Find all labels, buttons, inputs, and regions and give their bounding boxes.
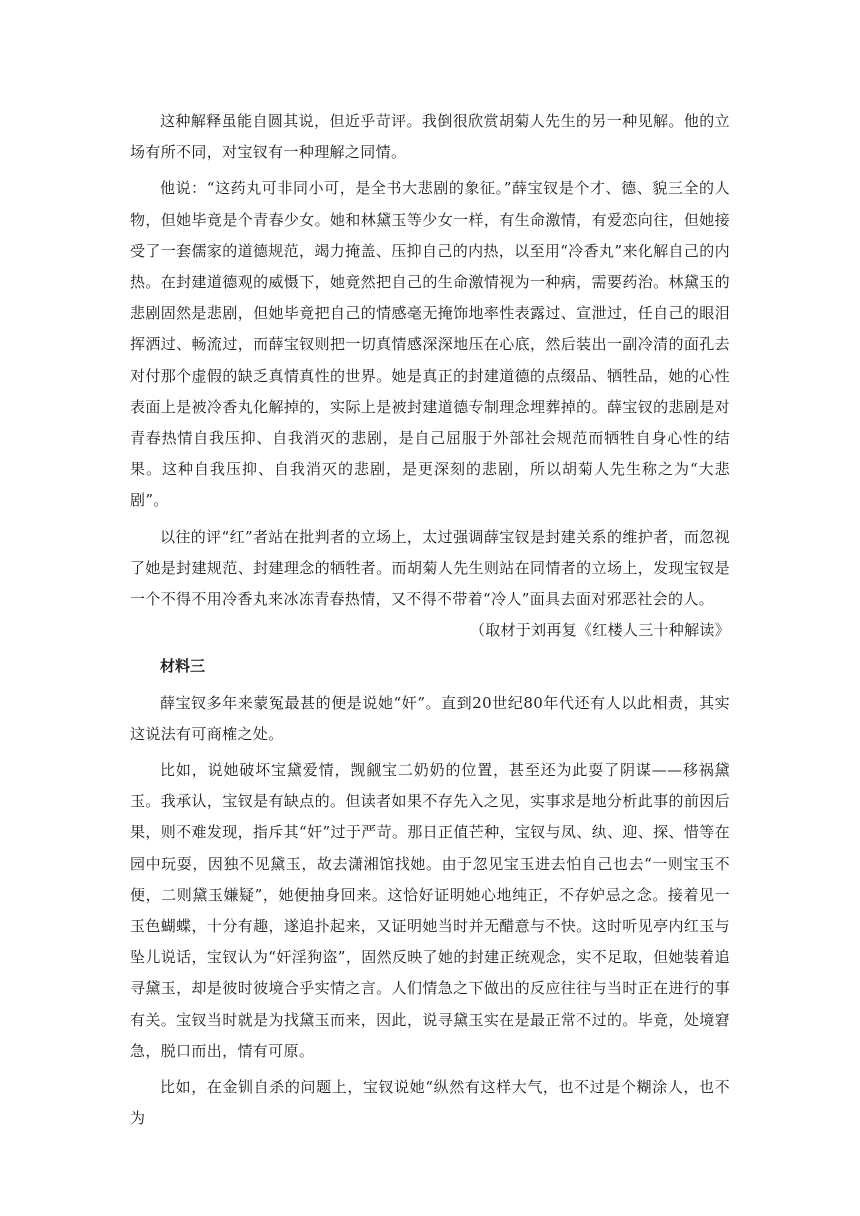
source-citation: （取材于刘再复《红楼人三十种解读》	[469, 621, 730, 640]
document-page	[130, 106, 730, 1135]
section-title: 材料三	[160, 657, 206, 676]
paragraph: 他说：“这药丸可非同小可，是全书大悲剧的象征。”薛宝钗是个才、德、貌三全的人物，但她毕竟是个青春少女。她和林黛玉等少女一样，有生命激情，有爱恋向往，但她接受了一套儒家的道德规范，竭力掩盖、压抑自己的内热，以至用“冷香丸”来化解自己的内热。在封建道德观的威慑下，她竟然把自己的生命激情视为一种病，需要药治。林黛玉的悲剧固然是悲剧，但她毕竟把自己的情感毫无掩饰地率性表露过、宣泄过，任自己的眼泪挥洒过、畅流过，而薛宝钗则把一切真情感深深地压在心底，然后装出一副冷清的面孔去对付那个虚假的缺乏真情真性的世界。她是真正的封建道德的点缀品、牺牲品，她的心性表面上是被冷香丸化解掉的，实际上是被封建道德专制理念埋葬掉的。薛宝钗的悲剧是对青春热情自我压抑、自我消灭的悲剧，是自己屈服于外部社会规范而牺牲自身心性的结果。这种自我压抑、自我消灭的悲剧，是更深刻的悲剧，所以胡菊人先生称之为“大悲剧”。	[130, 179, 730, 510]
paragraph: 这种解释虽能自圆其说，但近乎苛评。我倒很欣赏胡菊人先生的另一种见解。他的立场有所不同，对宝钗有一种理解之同情。	[130, 112, 730, 162]
paragraph: 薛宝钗多年来蒙冤最甚的便是说她“奸”。直到20世纪80年代还有人以此相责，其实这说法有可商榷之处。	[130, 693, 730, 743]
paragraph: 比如，说她破坏宝黛爱情，觊觎宝二奶奶的位置，甚至还为此耍了阴谋——移祸黛玉。我承认，宝钗是有缺点的。但读者如果不存先入之见，实事求是地分析此事的前因后果，则不难发现，指斥其“奸”过于严苛。那日正值芒种，宝钗与凤、纨、迎、探、惜等在园中玩耍，因独不见黛玉，故去潇湘馆找她。由于忽见宝玉进去怕自己也去“一则宝玉不便，二则黛玉嫌疑”，她便抽身回来。这恰好证明她心地纯正，不存妒忌之念。接着见一玉色蝴蝶，十分有趣，遂追扑起来，又证明她当时并无醋意与不快。这时听见亭内红玉与坠儿说话，宝钗认为“奸淫狗盗”，固然反映了她的封建正统观念，实不足取，但她装着追寻黛玉，却是彼时彼境合乎实情之言。人们情急之下做出的反应往往与当时正在进行的事有关。宝钗当时就是为找黛玉而来，因此，说寻黛玉实在是最正常不过的。毕竟，处境窘急，脱口而出，情有可原。	[130, 761, 730, 1060]
paragraph: 比如，在金钏自杀的问题上，宝钗说她“纵然有这样大气，也不过是个糊涂人，也不为	[130, 1078, 730, 1128]
paragraph: 以往的评“红”者站在批判者的立场上，太过强调薛宝钗是封建关系的维护者，而忽视了她是封建规范、封建理念的牺牲者。而胡菊人先生则站在同情者的立场上，发现宝钗是一个不得不用冷香丸来冰冻青春热情，又不得不带着“冷人”面具去面对邪恶社会的人。	[130, 527, 730, 609]
